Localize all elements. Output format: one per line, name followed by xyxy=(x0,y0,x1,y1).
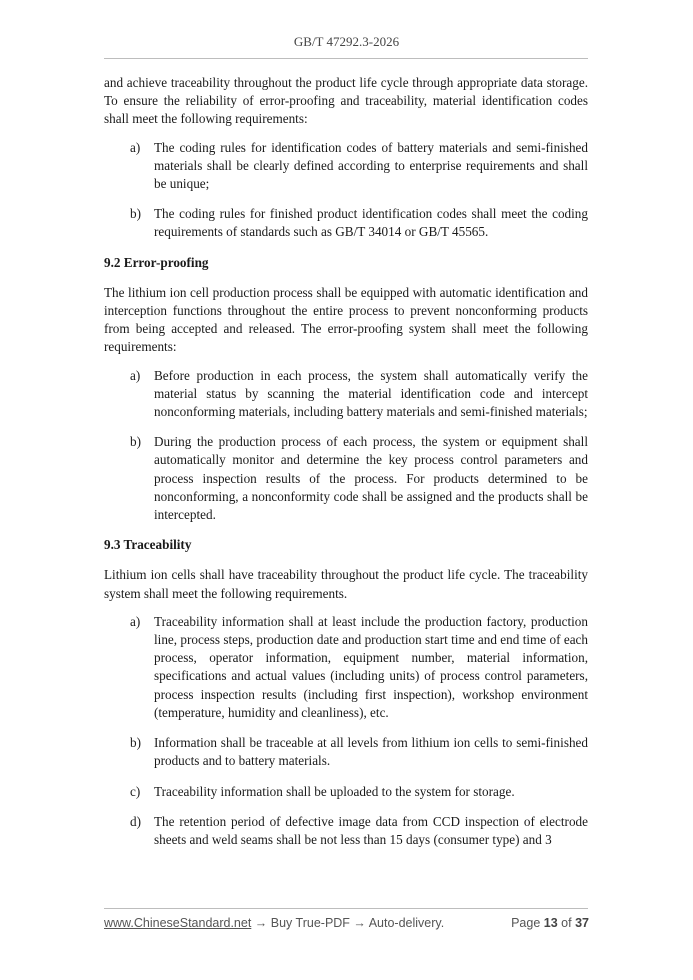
list-item xyxy=(104,139,588,194)
list-item xyxy=(104,813,588,849)
list-item-text: Before production in each process, the system shall automatically verify the material status by scanning the material identification code and intercept nonconforming materials, including battery materials and semi-finished materials; xyxy=(154,367,588,420)
header-divider xyxy=(104,58,588,59)
document-code-header: GB/T 47292.3-2026 xyxy=(293,34,400,49)
intro-list xyxy=(104,139,588,242)
promo-text: → Buy True-PDF → Auto-delivery. xyxy=(251,916,445,930)
total-pages-number: 37 xyxy=(575,916,589,930)
list-marker: c) xyxy=(130,783,141,799)
list-item xyxy=(104,783,588,801)
error-proofing-list xyxy=(104,367,588,525)
of-word: of xyxy=(561,916,572,930)
list-item-text: The retention period of defective image data from CCD inspection of electrode sheets and weld seams shall be not less than 15 days (consumer type) and 3 xyxy=(154,813,588,847)
page-indicator xyxy=(511,916,589,930)
list-marker: a) xyxy=(130,613,141,629)
list-marker: b) xyxy=(130,434,141,450)
list-item xyxy=(104,613,588,722)
section-heading-traceability: 9.3 Traceability xyxy=(104,537,192,553)
list-item xyxy=(104,205,588,241)
traceability-paragraph: Lithium ion cells shall have traceability throughout the product life cycle. The traceability system shall meet the following requirements. xyxy=(104,567,588,601)
list-marker: b) xyxy=(130,206,141,222)
list-marker: a) xyxy=(130,139,141,155)
list-marker: b) xyxy=(130,735,141,751)
list-item xyxy=(104,433,588,524)
list-item-text: Traceability information shall at least include the production factory, production line, process steps, production date and production start time and end time of each process, operator information, equipment number, material information, specifications and actual values (including units) of process control parameters, process inspection results (including first inspection), workshop environment (temperature, humidity and cleanliness), etc. xyxy=(154,613,588,720)
footer-divider xyxy=(104,908,588,909)
section-heading-error-proofing: 9.2 Error-proofing xyxy=(104,254,209,270)
list-item-text: The coding rules for finished product identification codes shall meet the coding requirements of standards such as GB/T 34014 or GB/T 45565. xyxy=(154,206,588,240)
list-item-text: During the production process of each process, the system or equipment shall automatically monitor and determine the key process control parameters and process inspection results of the process. For products determined to be nonconforming, a nonconformity code shall be assigned and the products shall be intercepted. xyxy=(154,434,588,523)
footer-promo xyxy=(104,916,444,930)
list-item-text: The coding rules for identification codes of battery materials and semi-finished materials shall be clearly defined according to enterprise requirements and shall be unique; xyxy=(154,139,588,192)
list-item xyxy=(104,734,588,770)
list-item-text: Information shall be traceable at all levels from lithium ion cells to semi-finished products and to battery materials. xyxy=(154,735,588,769)
list-item xyxy=(104,367,588,422)
site-link[interactable]: www.ChineseStandard.net xyxy=(104,916,252,930)
page-word: Page xyxy=(511,916,541,930)
page-content xyxy=(104,74,588,861)
list-marker: a) xyxy=(130,367,141,383)
list-marker: d) xyxy=(130,813,141,829)
traceability-list xyxy=(104,613,588,849)
list-item-text: Traceability information shall be uploaded to the system for storage. xyxy=(154,783,515,799)
current-page-number: 13 xyxy=(543,916,558,930)
intro-paragraph: and achieve traceability throughout the product life cycle through appropriate data storage. To ensure the reliability of error-proofing and traceability, material identification codes shall meet the following requirements: xyxy=(104,75,588,127)
error-proofing-paragraph: The lithium ion cell production process shall be equipped with automatic identification and interception functions throughout the entire process to prevent nonconforming products from being accepted and released. The error-proofing system shall meet the following requirements: xyxy=(104,284,588,355)
